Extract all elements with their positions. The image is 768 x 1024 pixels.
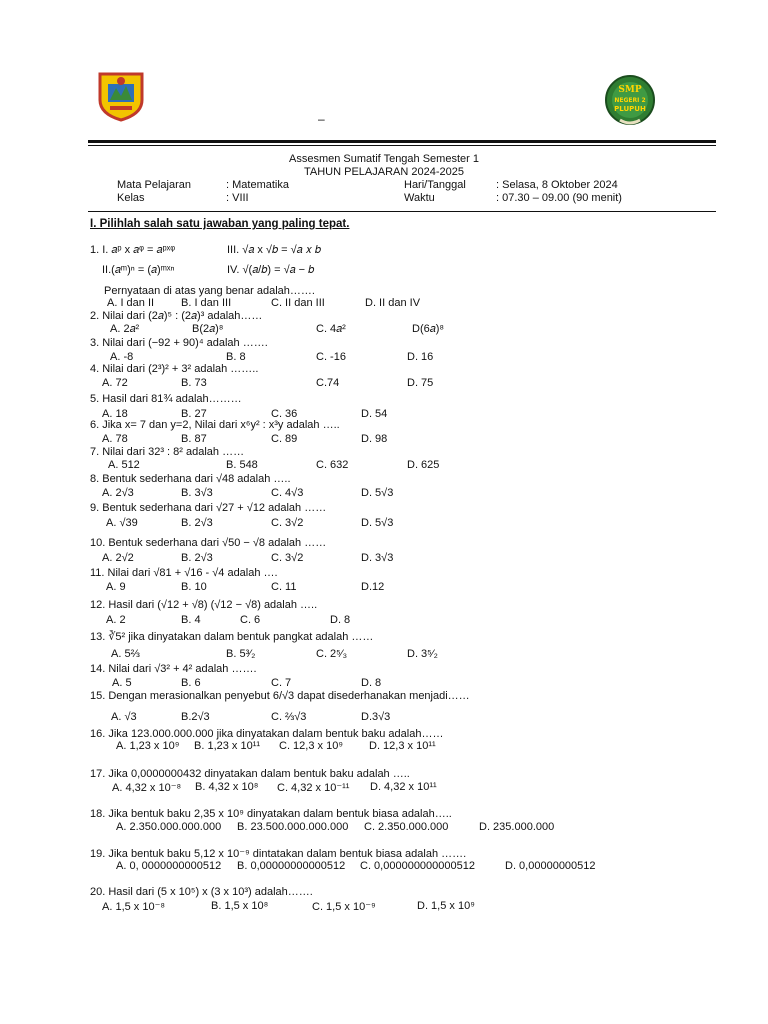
q18-option-c: C. 2.350.000.000 [364, 821, 449, 833]
q8-stem: 8. Bentuk sederhana dari √48 adalah ….. [90, 473, 291, 485]
header-dash: – [318, 112, 325, 126]
q10-stem: 10. Bentuk sederhana dari √50 − √8 adalah …… [90, 537, 327, 549]
q15-option-b: B.2√3 [181, 711, 210, 723]
q1-option-a: A. I dan II [107, 297, 155, 309]
school-logo [604, 74, 656, 128]
q1-option-b: B. I dan III [181, 297, 232, 309]
q20-option-d: D. 1,5 x 10⁹ [417, 900, 475, 912]
day-date-label: Hari/Tanggal [404, 179, 466, 191]
q3-stem: 3. Nilai dari (−92 + 90)⁴ adalah ……. [90, 337, 268, 349]
q12-option-d: D. 8 [330, 614, 351, 626]
school-logo-text-3: PLUPUH [614, 105, 646, 113]
q13-option-b: B. 5³⁄₂ [226, 648, 256, 660]
q17-option-b: B. 4,32 x 10⁸ [195, 781, 259, 793]
q6-stem: 6. Jika x= 7 dan y=2, Nilai dari x⁶y² : x³y adalah ….. [90, 419, 340, 431]
q1-line2-b: IV. √(𝑎/𝑏) = √𝑎 − 𝑏 [227, 264, 315, 276]
q20-stem: 20. Hasil dari (5 x 10⁵) x (3 x 10³) adalah……. [90, 886, 313, 898]
q14-option-b: B. 6 [181, 677, 201, 689]
q7-option-d: D. 625 [407, 459, 440, 471]
q3-option-b: B. 8 [226, 351, 246, 363]
q6-option-a: A. 78 [102, 433, 128, 445]
q13-stem: 13. ∛5² jika dinyatakan dalam bentuk pangkat adalah …… [90, 631, 374, 643]
q2-option-c: C. 4𝑎² [316, 323, 346, 335]
q6-option-c: C. 89 [271, 433, 298, 445]
q17-option-c: C. 4,32 x 10⁻¹¹ [277, 782, 350, 794]
q5-option-a: A. 18 [102, 408, 128, 420]
q15-option-d: D.3√3 [361, 711, 391, 723]
q19-option-c: C. 0,000000000000512 [360, 860, 475, 872]
q9-option-a: A. √39 [106, 517, 138, 529]
school-logo-text-2: NEGERI 2 [614, 97, 646, 104]
q12-option-a: A. 2 [106, 614, 126, 626]
q11-option-b: B. 10 [181, 581, 207, 593]
q20-option-a: A. 1,5 x 10⁻⁸ [102, 901, 166, 913]
q13-option-c: C. 2⁵⁄₃ [316, 648, 348, 660]
q19-option-b: B. 0,00000000000512 [237, 860, 346, 872]
q2-option-d: D(6𝑎)⁸ [412, 323, 445, 335]
q4-option-b: B. 73 [181, 377, 207, 389]
q9-stem: 9. Bentuk sederhana dari √27 + √12 adalah …… [90, 502, 327, 514]
header-rule-thick [88, 140, 716, 143]
q11-option-d: D.12 [361, 581, 385, 593]
subject-label: Mata Pelajaran [117, 179, 191, 191]
q9-option-b: B. 2√3 [181, 517, 213, 529]
q14-option-c: C. 7 [271, 677, 292, 689]
q8-option-a: A. 2√3 [102, 487, 134, 499]
q16-option-a: A. 1,23 x 10⁹ [116, 740, 180, 752]
q13-option-a: A. 5⅔ [111, 648, 140, 660]
q16-option-b: B. 1,23 x 10¹¹ [194, 740, 261, 752]
q4-option-a: A. 72 [102, 377, 128, 389]
q17-stem: 17. Jika 0,0000000432 dinyatakan dalam bentuk baku adalah ….. [90, 768, 410, 780]
q19-option-a: A. 0, 0000000000512 [116, 860, 222, 872]
q5-option-b: B. 27 [181, 408, 207, 420]
q9-option-d: D. 5√3 [361, 517, 394, 529]
q8-option-c: C. 4√3 [271, 487, 304, 499]
q3-option-c: C. -16 [316, 351, 346, 363]
q9-option-c: C. 3√2 [271, 517, 304, 529]
q18-option-d: D. 235.000.000 [479, 821, 555, 833]
q13-option-d: D. 3⁵⁄₂ [407, 648, 438, 660]
q7-option-b: B. 548 [226, 459, 258, 471]
q2-option-b: B(2𝑎)⁸ [192, 323, 224, 335]
q12-stem: 12. Hasil dari (√12 + √8) (√12 − √8) adalah ….. [90, 599, 318, 611]
q4-stem: 4. Nilai dari (2³)² + 3² adalah …….. [90, 363, 259, 375]
q17-option-a: A. 4,32 x 10⁻⁸ [112, 782, 182, 794]
q16-option-c: C. 12,3 x 10⁹ [279, 740, 344, 752]
q6-option-d: D. 98 [361, 433, 388, 445]
q2-option-a: A. 2𝑎² [110, 323, 140, 335]
q15-stem: 15. Dengan merasionalkan penyebut 6/√3 dapat disederhanakan menjadi…… [90, 690, 470, 702]
q11-option-a: A. 9 [106, 581, 126, 593]
class-label: Kelas [117, 192, 145, 204]
q3-option-a: A. -8 [110, 351, 134, 363]
q18-option-b: B. 23.500.000.000.000 [237, 821, 349, 833]
q4-option-c: C.74 [316, 377, 340, 389]
q5-stem: 5. Hasil dari 81¾ adalah……… [90, 393, 242, 405]
class-value: : VIII [226, 192, 249, 204]
q12-option-b: B. 4 [181, 614, 201, 626]
time-label: Waktu [404, 192, 435, 204]
q7-option-c: C. 632 [316, 459, 349, 471]
q7-option-a: A. 512 [108, 459, 140, 471]
exam-title: Assesmen Sumatif Tengah Semester 1 [289, 153, 479, 165]
q14-stem: 14. Nilai dari √3² + 4² adalah ……. [90, 663, 257, 675]
q14-option-d: D. 8 [361, 677, 382, 689]
q6-option-b: B. 87 [181, 433, 207, 445]
q11-stem: 11. Nilai dari √81 + √16 - √4 adalah …. [90, 567, 278, 579]
q18-stem: 18. Jika bentuk baku 2,35 x 10⁹ dinyatakan dalam bentuk biasa adalah….. [90, 808, 452, 820]
day-date-value: : Selasa, 8 Oktober 2024 [496, 179, 618, 191]
school-logo-text-1: SMP [618, 85, 642, 95]
q8-option-d: D. 5√3 [361, 487, 394, 499]
time-value: : 07.30 – 09.00 (90 menit) [496, 192, 622, 204]
q4-option-d: D. 75 [407, 377, 434, 389]
q15-option-a: A. √3 [111, 711, 137, 723]
q18-option-a: A. 2.350.000.000.000 [116, 821, 222, 833]
q14-option-a: A. 5 [112, 677, 132, 689]
regency-crest-logo [96, 70, 146, 122]
q1-option-d: D. II dan IV [365, 297, 421, 309]
q12-option-c: C. 6 [240, 614, 261, 626]
q19-stem: 19. Jika bentuk baku 5,12 x 10⁻⁹ dintatakan dalam bentuk biasa adalah ……. [90, 848, 467, 860]
section-title: I. Pilihlah salah satu jawaban yang paling tepat. [90, 218, 350, 230]
q20-option-b: B. 1,5 x 10⁸ [211, 900, 269, 912]
q1-stem: Pernyataan di atas yang benar adalah……. [104, 285, 315, 297]
subject-value: : Matematika [226, 179, 289, 191]
q15-option-c: C. ⅔√3 [271, 711, 307, 723]
q3-option-d: D. 16 [407, 351, 434, 363]
q2-stem: 2. Nilai dari (2𝑎)⁵ : (2𝑎)³ adalah…… [90, 310, 263, 322]
q10-option-d: D. 3√3 [361, 552, 394, 564]
q10-option-b: B. 2√3 [181, 552, 213, 564]
header-rule-thin [88, 145, 716, 146]
academic-year: TAHUN PELAJARAN 2024-2025 [304, 166, 464, 178]
q1-line2-a: II.(𝑎ᵐ)ⁿ = (𝑎)ᵐˣⁿ [102, 264, 175, 276]
q10-option-c: C. 3√2 [271, 552, 304, 564]
q8-option-b: B. 3√3 [181, 487, 213, 499]
q7-stem: 7. Nilai dari 32³ : 8² adalah …… [90, 446, 245, 458]
q20-option-c: C. 1,5 x 10⁻⁹ [312, 901, 376, 913]
q1-line1-b: III. √𝑎 x √𝑏 = √𝑎 𝑥 𝑏 [227, 244, 322, 256]
q1-option-c: C. II dan III [271, 297, 325, 309]
q16-stem: 16. Jika 123.000.000.000 jika dinyatakan dalam bentuk baku adalah…… [90, 728, 444, 740]
q5-option-c: C. 36 [271, 408, 298, 420]
q17-option-d: D. 4,32 x 10¹¹ [370, 781, 437, 793]
header-rule-bottom [88, 211, 716, 212]
q11-option-c: C. 11 [271, 581, 297, 593]
q10-option-a: A. 2√2 [102, 552, 134, 564]
q16-option-d: D. 12,3 x 10¹¹ [369, 740, 436, 752]
q1-line1-a: 1. I. 𝑎ᵖ x 𝑎ᵠ = 𝑎ᵖˣᵠ [90, 244, 176, 256]
q19-option-d: D. 0,00000000512 [505, 860, 596, 872]
q5-option-d: D. 54 [361, 408, 388, 420]
